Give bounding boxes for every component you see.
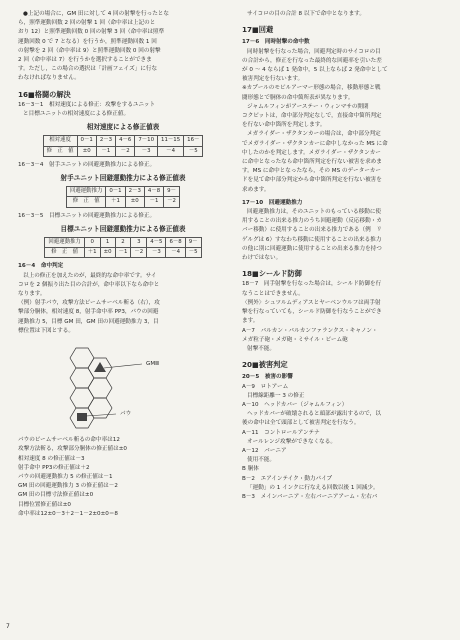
table-cell: －1: [96, 146, 115, 156]
calc-line: 攻撃方法斬る，攻撃部分胴体の修正値は±0: [18, 446, 127, 453]
rule-20-line: 後の命中は全て頭部として被害判定を行なう。: [242, 420, 360, 427]
rule-17-10-line: わけではない。: [242, 255, 282, 262]
rule-20-line: B 胴体: [242, 466, 259, 473]
hex-cell: [70, 368, 94, 388]
rule-20-line: B－2 エアインテイク・動力パイプ: [242, 475, 333, 482]
table-cell: 回避運動推力: [45, 238, 84, 248]
rule-18-line: ます。: [242, 318, 259, 325]
table-cell: 4－8: [144, 187, 163, 197]
continuation-line: サイコロの目の合計 8 以下で命中となります。: [247, 11, 365, 17]
rule-17-6-line: 被害判定を行ないます。: [242, 76, 304, 83]
page-number: 7: [6, 623, 10, 630]
rule-17-6-line: 求めます。: [242, 186, 270, 193]
gm-unit-marker: [94, 362, 106, 372]
rule-17-6-line: の合計から，修正を行なった最終的な回避率を引いた差: [242, 57, 382, 64]
rule-20-line: 「運動」の 1 インクに行なえる回数以後 1 回減少。: [247, 484, 379, 491]
rule-17-10-line: 用することの出来る推力のうち回避運動（反応移動・カ: [242, 218, 382, 225]
table-cell: 修 正 値: [45, 248, 84, 258]
table-cell: ±0: [77, 146, 96, 156]
target-evasion-table: [44, 237, 201, 258]
rule-16-4-line: コロを 2 個振り出た目の合計が，命中率以下なら命中と: [18, 281, 160, 288]
table-cell: －4: [158, 146, 184, 156]
rule-17-10-line: の他に別に回避運動に使用することの出来る推力を持つ: [242, 245, 382, 252]
table-cell: 16－: [184, 136, 203, 146]
table-row: [45, 238, 201, 248]
rule-17-6-line: 闘形態とで胴体の命中箇所表が異なります。: [242, 94, 354, 101]
rule-17-6-line: 同時射撃を行なった場合，回避判定時のサイコロの目: [247, 48, 381, 55]
rule-20-line: 使用不能。: [247, 457, 275, 464]
rule-16-4-line: なります。: [18, 291, 46, 298]
intro-line: 運動回数 0 で 7 となる）を行うか，照準運動回数 1 回: [18, 38, 157, 45]
table-cell: 修 正 値: [43, 146, 77, 156]
table-cell: 修 正 値: [67, 197, 106, 207]
pointer-line: [86, 414, 116, 416]
intro-line: ら，照準運動回数 2 回の射撃 1 回（命中率は上記のと: [18, 20, 156, 27]
table-cell: 9－: [185, 238, 201, 248]
calc-line: GM 田の目標寸法修正値は±0: [18, 492, 94, 499]
rule-16-4-line: 以上の修正を加えたのが，最終的な命中率です。サイ: [23, 272, 157, 279]
calc-line: 射手命中 PP3の修正値は＋2: [18, 464, 90, 471]
rule-18-line: なうことはできません。: [242, 290, 304, 297]
rule-17-6-line: に命中となったなら命中箇所判定を行ない被害を求めま: [242, 159, 382, 166]
rule-18-line: 18－7 同手射撃を行なった場合は，シールド防御を行: [242, 281, 382, 288]
rule-20-line: A－11 コントロールアンテナ: [242, 429, 320, 436]
rule-20-line: B－3 メインバーニア・左右バーニアアーム・左右バ: [242, 493, 378, 500]
rule-17-6-line: を行ない命中箇所を判定します。: [242, 122, 326, 129]
table-cell: －5: [185, 248, 201, 258]
intro-line: 2 回（命中率は 7）を行うかを選択することができま: [18, 57, 152, 64]
table-cell: 0: [84, 238, 100, 248]
intro-line: す。ただし，この場合の選択は「計画フェイズ」に行な: [18, 66, 158, 73]
table-cell: 2: [115, 238, 131, 248]
intro-line: ●上記の場合に，GM 田に対して 4 回の射撃を行ったとな: [23, 11, 169, 17]
table-row: [45, 248, 201, 258]
calc-line: 目標位置修正値は±0: [18, 501, 71, 508]
rule-17-10-line: バー移動）に使用することの出来る推力である（例 リ: [242, 227, 382, 234]
table-cell: －2: [116, 146, 135, 156]
table-cell: ＋1: [106, 197, 125, 207]
rule-16-4-line: 運動推力 5，目標 GM 田，GM 田の回避運動推力 3，目: [18, 318, 159, 325]
table-row: [67, 187, 180, 197]
table-cell: －3: [147, 248, 166, 258]
rule-17-6-line: コクピットは，命中部分判定なしで，直接命中箇所判定: [242, 113, 382, 120]
intro-paragraph: [18, 10, 228, 84]
table-cell: ±0: [100, 248, 115, 258]
intro-line: わなければなりません。: [18, 75, 80, 82]
table-title-shooter-evasion: 射手ユニット回避運動推力による修正値表: [60, 174, 186, 183]
rule-20-line: 20－5 被害の影響: [242, 374, 293, 381]
table-title-target-evasion: 目標ユニット回避運動推力による修正値表: [60, 224, 186, 233]
rule-17-6-line: 中したのかを判定します。メガライダー・ザクタンカー: [242, 149, 381, 156]
rule-20-line: ヘッドカバーが破壊されると頭部が露出するので，以: [247, 411, 381, 418]
table-row: [43, 136, 203, 146]
rule-20-line: 目標線距離一 3 の修正: [247, 392, 305, 399]
rule-17-10-line: 回避運動推力は，そのユニットのもっている移動に使: [247, 209, 382, 216]
rule-17-6-heading: 17－6 同時射撃の命中数: [242, 39, 310, 46]
rule-18-line: 撃を行なっていても，シールド防御を行なうことができ: [242, 309, 382, 316]
table-cell: 4－6: [116, 136, 135, 146]
table-cell: －3: [135, 146, 158, 156]
rule-16-4-heading: 16－4 命中判定: [18, 263, 64, 270]
calc-line: GM 田の回避運動推力 3 の修正値は－2: [18, 483, 118, 490]
rule-17-6-line: ジャムルフィンがアーステー・ウィンマサの開閉: [247, 103, 369, 110]
rule-16-3-1-line: 16－3－1 相対速度による修正：攻撃をするユニット: [18, 101, 156, 108]
table-cell: 相対速度: [43, 136, 77, 146]
rule-16-4-line: 標位置は下図とする。: [18, 327, 74, 334]
section-heading-16: 16■格闘の解決: [18, 89, 71, 99]
rule-20-line: オールレンジ攻撃ができなくなる。: [247, 438, 336, 445]
table-cell: 9－: [164, 187, 180, 197]
shooter-evasion-table: [66, 186, 180, 207]
section-heading-17: 17■回避: [242, 25, 274, 35]
rule-17-10-line: ゲルグは 6）すなわち移動に使用することの出来る推力: [242, 236, 382, 243]
table-row: [43, 146, 203, 156]
table-cell: 0－1: [106, 187, 125, 197]
table-cell: －4: [166, 248, 185, 258]
rule-17-10-heading: 17－10 回避運動推力: [242, 199, 303, 206]
rule-18-line: 〈例外〉シュツルムディアスとヤーベンウルフは両手射: [242, 299, 381, 306]
rule-16-3-1-line: と目標ユニットの相対速度による修正値。: [23, 111, 130, 118]
hex-cell: [88, 378, 112, 398]
calc-line: 相対速度 8 の修正値は－3: [18, 455, 85, 462]
rule-16-4-line: 撃部分胴体，相対速度 8，射手命中率 PP3，パウの回避: [18, 309, 159, 316]
rule-17-6-line: ドを見て命中部分判定から命中箇所判定を行ない被害を: [242, 177, 382, 184]
table-cell: 11－15: [158, 136, 184, 146]
table-cell: 4－5: [147, 238, 166, 248]
table-cell: －1: [115, 248, 131, 258]
table-cell: 1: [100, 238, 115, 248]
table-cell: 7－10: [135, 136, 158, 146]
rule-17-6-line: ※カプールのモビルアーマー形態の場合，移動形態と戦: [242, 85, 381, 92]
table-row: [67, 197, 180, 207]
table-cell: 0－1: [77, 136, 96, 146]
table-cell: －5: [184, 146, 203, 156]
rule-20-line: A－12 バーニア: [242, 447, 287, 454]
table-cell: 3: [131, 238, 147, 248]
rule-20-line: A－9 ロトアーム: [242, 383, 289, 390]
pau-unit-marker: [77, 413, 87, 421]
table-cell: ＋1: [84, 248, 100, 258]
rule-18-line: メガ粒子砲・メガ砲・ミサイル・ビーム砲: [242, 336, 348, 343]
intro-line: の射撃を 2 回（命中率は 9）と照準運動回数 0 回の射撃: [18, 47, 161, 54]
rule-16-3-4: 16－3－4 射手ユニットの回避運動推力による修正。: [18, 161, 156, 168]
left-column: [18, 10, 228, 519]
rule-18-line: A－7 バルカン・バルカンファランクス・キャノン・: [242, 327, 378, 334]
calc-line: パウのビームサーベル斬るの命中率は12: [18, 437, 120, 444]
table-cell: －1: [144, 197, 163, 207]
table-cell: 6－8: [166, 238, 185, 248]
rule-16-3-5: 16－3－5 目標ユニットの回避運動推力による修正。: [18, 212, 156, 219]
right-column: [242, 10, 448, 502]
table-cell: 2－3: [125, 187, 144, 197]
rule-17-6-line: が 0 ～ 4 ならば 1 発命中，5 以上ならば 2 発命中として: [242, 67, 388, 74]
rule-17-6-line: メガライダー・ザクタンカーの場合は，命中部分判定: [247, 131, 381, 138]
rule-20-line: A－10 ヘッドカバー（ジャムルフィン）: [242, 401, 348, 408]
hex-cell: [70, 388, 94, 408]
table-cell: ±0: [125, 197, 144, 207]
calc-line: 命中率は12±0－3＋2－1－2±0±0＝8: [18, 510, 118, 517]
calc-line: パウの回避運動推力 5 の修正値は－1: [18, 473, 113, 480]
table-title-relative-speed: 相対速度による修正値表: [86, 123, 160, 132]
table-cell: －2: [131, 248, 147, 258]
rule-18-line: 射撃不能。: [247, 345, 275, 352]
intro-line: おり 12）と照準運動回数 0 回の射撃 3 回（命中率は照準: [18, 29, 165, 36]
table-cell: 2－3: [96, 136, 115, 146]
diagram-label-gm: GMⅢ: [146, 361, 160, 368]
relative-speed-table: [43, 135, 204, 156]
diagram-label-pau: パウ: [120, 411, 132, 418]
section-heading-18: 18■シールド防御: [242, 269, 302, 279]
table-cell: －2: [164, 197, 180, 207]
table-cell: 回避運動推力: [67, 187, 106, 197]
hex-cell: [70, 348, 94, 368]
rule-17-6-line: でメガライダー・ザクタンカーに命中しなかった MS に命: [242, 140, 388, 147]
calculation-block: [18, 436, 228, 519]
section-heading-20: 20■被害判定: [242, 360, 288, 370]
rule-17-6-line: す。MS に命中となったなら，その MS のデーターカー: [242, 168, 381, 175]
rule-16-4-line: （例）射手パウ，攻撃方法ビームサーベル斬る（右），攻: [18, 300, 160, 307]
hex-position-diagram: [18, 340, 228, 432]
